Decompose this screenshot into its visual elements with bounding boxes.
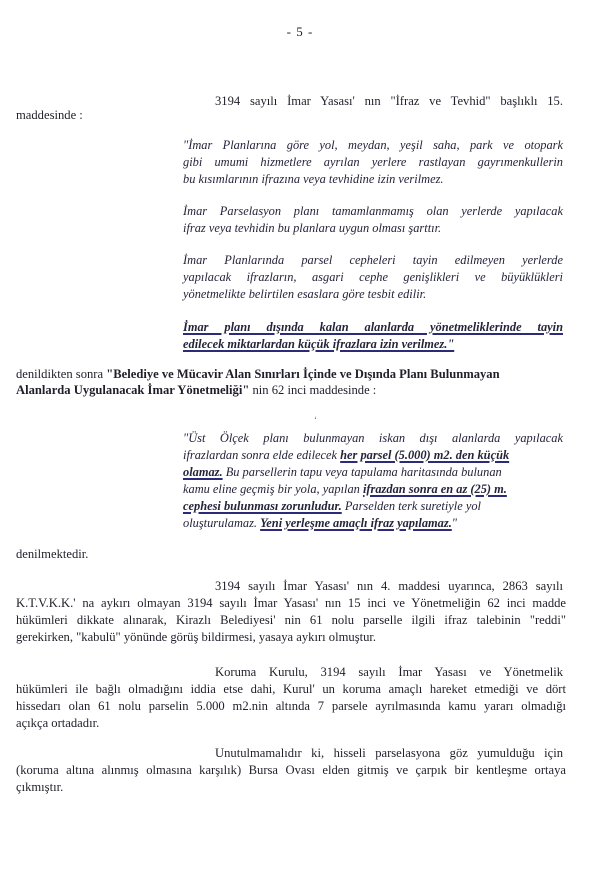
para2-line1: denildikten sonra "Belediye ve Mücavir Alan Sınırları İçinde ve Dışında Planı Bulunmayan [16, 367, 500, 381]
quote1-line9: İmar planı dışında kalan alanlarda yönetmeliklerinde tayin [183, 320, 563, 334]
quote1-line3: bu kısımlarının ifrazına veya tevhidine izin verilmez. [183, 172, 444, 186]
para5-line2: hükümleri ile bağlı olmadığını iddia etse dahi, Kurul' un koruma amaçlı hareket etmediği ve dört [16, 682, 566, 696]
para4-line3: hükümleri dikkate alınarak, Kirazlı Belediyesi' nin 61 nolu parselle ilgili ifraz talebinin "reddi" [16, 613, 566, 627]
para1-line2: maddesinde : [16, 108, 83, 122]
para6-line3: çıkmıştır. [16, 780, 64, 794]
quote1-line1: "İmar Planlarına göre yol, meydan, yeşil saha, park ve otopark [183, 138, 563, 152]
para5-line4: açıkça ortadadır. [16, 716, 100, 730]
quote1-line7: yapılacak ifrazların, asgari cephe genişlikleri ve büyüklükleri [183, 270, 563, 284]
para5-line3: hissedarı olan 61 nolu parselin 5.000 m2.nin altında 7 parsele ayrılmasında kamu yararı olmadığı [16, 699, 566, 713]
para4-line1: 3194 sayılı İmar Yasası' nın 4. maddesi uyarınca, 2863 sayılı [215, 579, 563, 593]
para4-line4: gerekirken, "kabulü" yönünde görüş bildirmesi, yasaya aykırı olmuştur. [16, 630, 377, 644]
quote1-line10: edilecek miktarlardan küçük ifrazlara izin verilmez." [183, 337, 455, 351]
quote2-line1: "Üst Ölçek planı bulunmayan iskan dışı alanlarda yapılacak [183, 431, 563, 445]
para4-line2: K.T.V.K.K.' na aykırı olmayan 3194 sayılı İmar Yasası' nın 15 inci ve Yönetmeliğin 62 inci madde [16, 596, 566, 610]
para5-line1: Koruma Kurulu, 3194 sayılı İmar Yasası ve Yönetmelik [215, 665, 563, 679]
quote2-line4: kamu eline geçmiş bir yola, yapılan ifrazdan sonra en az (25) m. [183, 482, 507, 496]
para3-line1: denilmektedir. [16, 547, 89, 561]
quote1-line2: gibi umumi hizmetlere ayrılan yerlere rastlayan gayrımenkullerin [183, 155, 563, 169]
page-number: - 5 - [286, 24, 314, 39]
quote2-line5: cephesi bulunması zorunludur. Parselden terk suretiyle yol [183, 499, 481, 513]
quote1-line8: yönetmelikte belirtilen esaslara göre tesbit edilir. [183, 287, 427, 301]
quote1-line4: İmar Parselasyon planı tamamlanmamış olan yerlerde yapılacak [183, 204, 563, 218]
quote1-line6: İmar Planlarında parsel cepheleri tayin edilmeyen yerlerde [183, 253, 563, 267]
quote2-line6: oluşturulamaz. Yeni yerleşme amaçlı ifraz yapılamaz." [183, 516, 457, 530]
para6-line2: (koruma altına alınmış olmasına karşılık) Bursa Ovası elden gitmiş ve çarpık bir kentleşme ortaya [16, 763, 566, 777]
quote1-line5: ifraz veya tevhidin bu planlara uygun olması şarttır. [183, 221, 442, 235]
quote2-line3: olamaz. Bu parsellerin tapu veya tapulama haritasında bulunan [183, 465, 502, 479]
quote2-line2: ifrazlardan sonra elde edilecek her parsel (5.000) m2. den küçük [183, 448, 510, 462]
para2-line2: Alanlarda Uygulanacak İmar Yönetmeliği" nin 62 inci maddesinde : [16, 383, 377, 397]
stray-mark: ‘ [314, 415, 317, 425]
para6-line1: Unutulmamalıdır ki, hisseli parselasyona göz yumulduğu için [215, 746, 563, 760]
para1-line1: 3194 sayılı İmar Yasası' nın "İfraz ve Tevhid" başlıklı 15. [215, 94, 563, 108]
